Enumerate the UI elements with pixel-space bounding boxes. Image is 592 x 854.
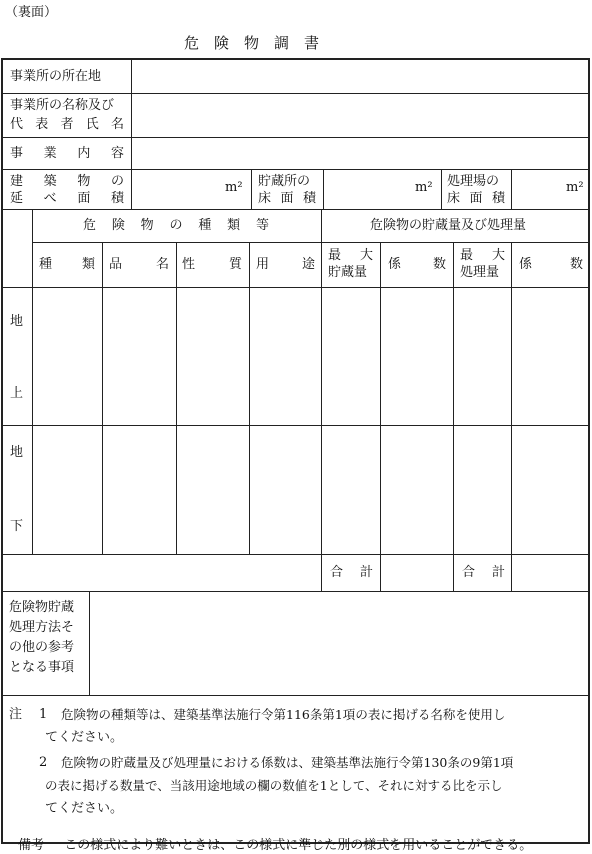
form-title: 危 険 物 調 書	[184, 34, 320, 52]
col-property: 性 質	[182, 257, 242, 272]
border-top	[1, 58, 590, 60]
label-building-2: 延 べ 面 積	[10, 191, 124, 206]
unit-m2-storage: m²	[415, 180, 433, 195]
col-max-processing-1: 最 大	[460, 248, 505, 263]
header-hazard-amount: 危険物の貯蔵量及び処理量	[370, 218, 527, 233]
col-max-storage-2: 貯蔵量	[328, 265, 368, 280]
note-2-num: 2	[39, 755, 48, 770]
note-2-line1: 危険物の貯蔵量及び処理量における係数は、建築基準法施行令第130条の9第1項	[61, 755, 514, 770]
label-processing-area-1: 処理場の	[447, 174, 500, 189]
total-processing-label: 合 計	[462, 565, 505, 580]
remarks-4: となる事項	[9, 660, 75, 675]
label-building-1: 建 築 物 の	[10, 174, 124, 189]
label-above-ground-1: 地	[10, 314, 24, 329]
remarks-3: の他の参考	[9, 640, 75, 655]
label-storage-area-2: 床 面 積	[258, 191, 316, 206]
label-below-ground-2: 下	[10, 519, 24, 534]
side-label: （裏面）	[5, 5, 58, 20]
note-1-num: 1	[39, 707, 48, 722]
label-office-location: 事業所の所在地	[10, 69, 102, 84]
unit-m2-building: m²	[225, 180, 243, 195]
note-2-line3: てください。	[45, 801, 124, 816]
border-right	[588, 58, 590, 844]
col-kind: 種 類	[39, 257, 95, 272]
notes-label: 注	[9, 707, 23, 722]
label-business: 事 業 内 容	[10, 146, 124, 161]
remarks-2: 処理方法そ	[9, 620, 75, 635]
col-max-storage-1: 最 大	[328, 248, 373, 263]
footer-text: この様式により難いときは、この様式に準じた別の様式を用いることができる。	[64, 838, 533, 853]
label-office-name-1: 事業所の名称及び	[10, 98, 115, 113]
col-coefficient-2: 係 数	[519, 257, 583, 272]
label-storage-area-1: 貯蔵所の	[258, 174, 311, 189]
col-use: 用 途	[256, 257, 315, 272]
border-left	[1, 58, 3, 844]
label-below-ground-1: 地	[10, 445, 24, 460]
note-1-line1: 危険物の種類等は、建築基準法施行令第116条第1項の表に掲げる名称を使用し	[61, 707, 506, 722]
total-storage-label: 合 計	[330, 565, 373, 580]
note-2-line2: の表に掲げる数量で、当該用途地域の欄の数値を1として、それに対する比を示し	[45, 778, 503, 793]
remarks-1: 危険物貯蔵	[9, 600, 75, 615]
label-above-ground-2: 上	[10, 386, 24, 401]
footer-label: 備考	[18, 838, 45, 853]
footer	[18, 834, 532, 853]
label-processing-area-2: 床 面 積	[447, 191, 505, 206]
header-hazard-types: 危 険 物 の 種 類 等	[83, 218, 269, 233]
col-coefficient-1: 係 数	[388, 257, 446, 272]
note-1-line2: てください。	[45, 730, 124, 745]
label-office-name-2: 代 表 者 氏 名	[10, 117, 124, 132]
col-max-processing-2: 処理量	[460, 265, 500, 280]
form-table	[1, 58, 590, 844]
unit-m2-processing: m²	[566, 180, 584, 195]
col-product: 品 名	[109, 257, 169, 272]
